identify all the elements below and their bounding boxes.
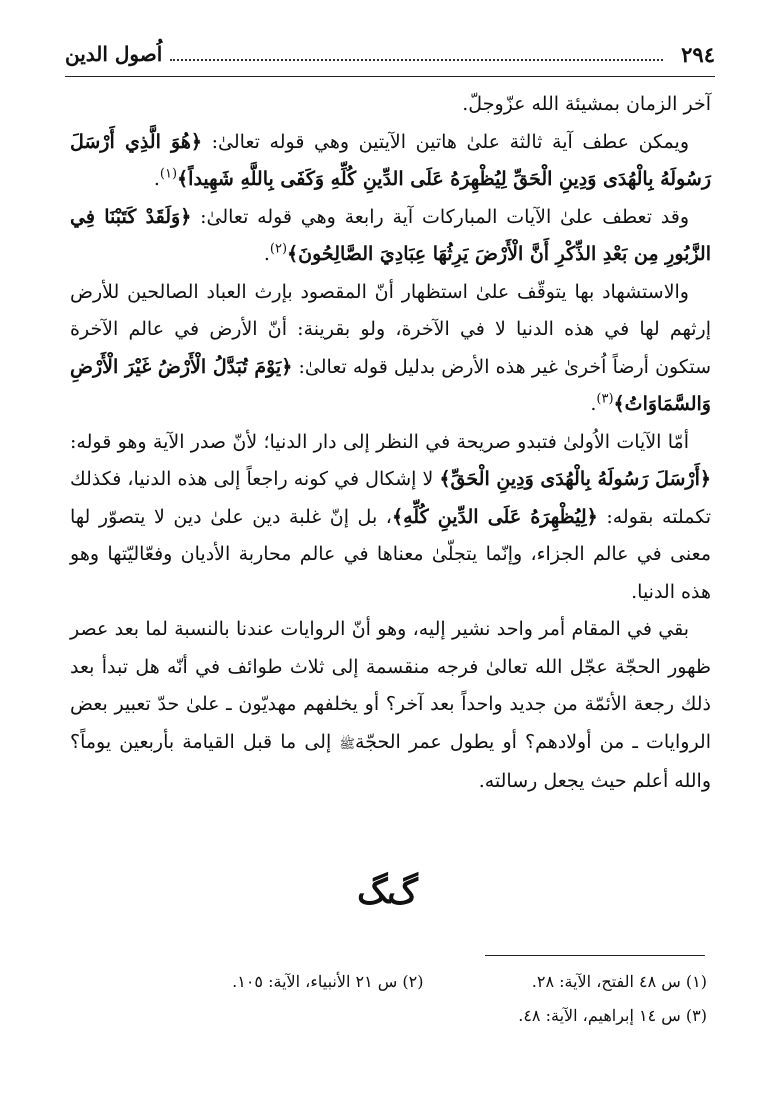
running-title: اُصول الدين [65, 42, 163, 66]
footnote-separator [485, 955, 705, 956]
paragraph [70, 199, 711, 274]
body-text [70, 86, 711, 801]
text-run: والاستشهاد بها يتوقّف علىٰ استظهار أنّ المقصود بإرث العباد الصالحين للأرض إرثهم لها في هذه الدنيا لا في الآخرة، ولو بقرينة: أنّ الأرض في عالم الآخرة ستكون أرضاً اُخرىٰ غير هذه الأرض بدليل قوله تعالىٰ: [70, 280, 712, 378]
paragraph [70, 86, 711, 124]
honorific-symbol: ﷺ [339, 736, 356, 752]
text-run: آخر الزمان بمشيئة الله عزّوجلّ. [462, 93, 711, 115]
footnote: (١) س ٤٨ الفتح، الآية: ٢٨. [531, 972, 707, 991]
footnote-row [140, 965, 707, 999]
text-run: . [263, 243, 270, 265]
footnote-ref: (٣) [596, 391, 614, 407]
quran-quote: ﴿لِيُظْهِرَهُ عَلَى الدِّينِ كُلِّهِ﴾ [391, 505, 598, 528]
footnote: (٢) س ٢١ الأنبياء، الآية: ١٠٥. [232, 972, 424, 991]
text-run: لا إشكال في كونه راجعاً إلى هذه الدنيا، فكذلك تكملته بقوله: [70, 468, 711, 528]
page-number: ٢٩٤ [681, 41, 715, 67]
text-run: بقي في المقام أمر واحد نشير إليه، وهو أنّ الروايات عندنا بالنسبة لما بعد عصر ظهور الحجّة عجّل الله تعالىٰ فرجه منقسمة إلى ثلاث طوائف في أنّه هل تبدأ بعد ذلك رجعة الأئمّة من جديد واحداً بعد آخر؟ أو يخلفهم مهديّون ـ علىٰ حدّ تعبير بعض الروايات ـ من أولادهم؟ أو يطول عمر الحجّة [70, 618, 711, 753]
text-run: . [153, 168, 160, 190]
text-run: ، بل إنّ غلبة دين علىٰ دين لا يتصوّر لها معنى في عالم الجزاء، وإنّما يتجلّىٰ معناها في عالم محاربة الأديان وفعّاليّتها وهو هذه الدنيا. [70, 505, 711, 603]
text-run: وقد تعطف علىٰ الآيات المباركات آية رابعة وهي قوله تعالىٰ: [191, 205, 689, 228]
footnote: (٣) س ١٤ إبراهيم، الآية: ٤٨. [518, 1006, 707, 1025]
quran-quote: ﴿أَرْسَلَ رَسُولَهُ بِالْهُدَى وَدِينِ الْحَقِّ﴾ [439, 468, 711, 490]
footnote-ref: (٢) [269, 241, 288, 257]
paragraph [70, 611, 711, 801]
quran-quote: ﴿هُوَ الَّذِي أَرْسَلَ رَسُولَهُ بِالْهُدَى وَدِينِ الْحَقِّ لِيُظْهِرَهُ عَلَى الدِّينِ كُلِّهِ وَكَفَى بِاللَّهِ شَهِيداً﴾ [70, 130, 711, 190]
dotted-leader [170, 59, 663, 61]
paragraph [70, 274, 711, 424]
section-end-ornament: ﮒﮓ [357, 872, 418, 912]
footnote-ref: (١) [159, 166, 178, 182]
text-run: . [590, 393, 597, 415]
quran-quote: ﴿يَوْمَ تُبَدَّلُ الْأَرْضُ غَيْرَ الْأَرْضِ وَالسَّمَاوَاتُ﴾ [70, 355, 711, 415]
footnotes [140, 965, 707, 1033]
paragraph [70, 424, 711, 612]
text-run: إلى ما قبل القيامة بأربعين يوماً؟ والله أعلم حيث يجعل رسالته. [70, 730, 711, 792]
text-run: ويمكن عطف آية ثالثة علىٰ هاتين الآيتين وهي قوله تعالىٰ: [202, 130, 689, 153]
footnote-row [140, 999, 707, 1033]
page-header [65, 32, 715, 77]
quran-quote: ﴿وَلَقَدْ كَتَبْنَا فِي الزَّبُورِ مِن بَعْدِ الذِّكْرِ أَنَّ الْأَرْضَ يَرِثُهَا عِبَادِيَ الصَّالِحُونَ﴾ [70, 205, 711, 265]
paragraph [70, 124, 711, 199]
text-run: أمّا الآيات الاُولىٰ فتبدو صريحة في النظر إلى دار الدنيا؛ لأنّ صدر الآية وهو قوله: [70, 430, 689, 453]
